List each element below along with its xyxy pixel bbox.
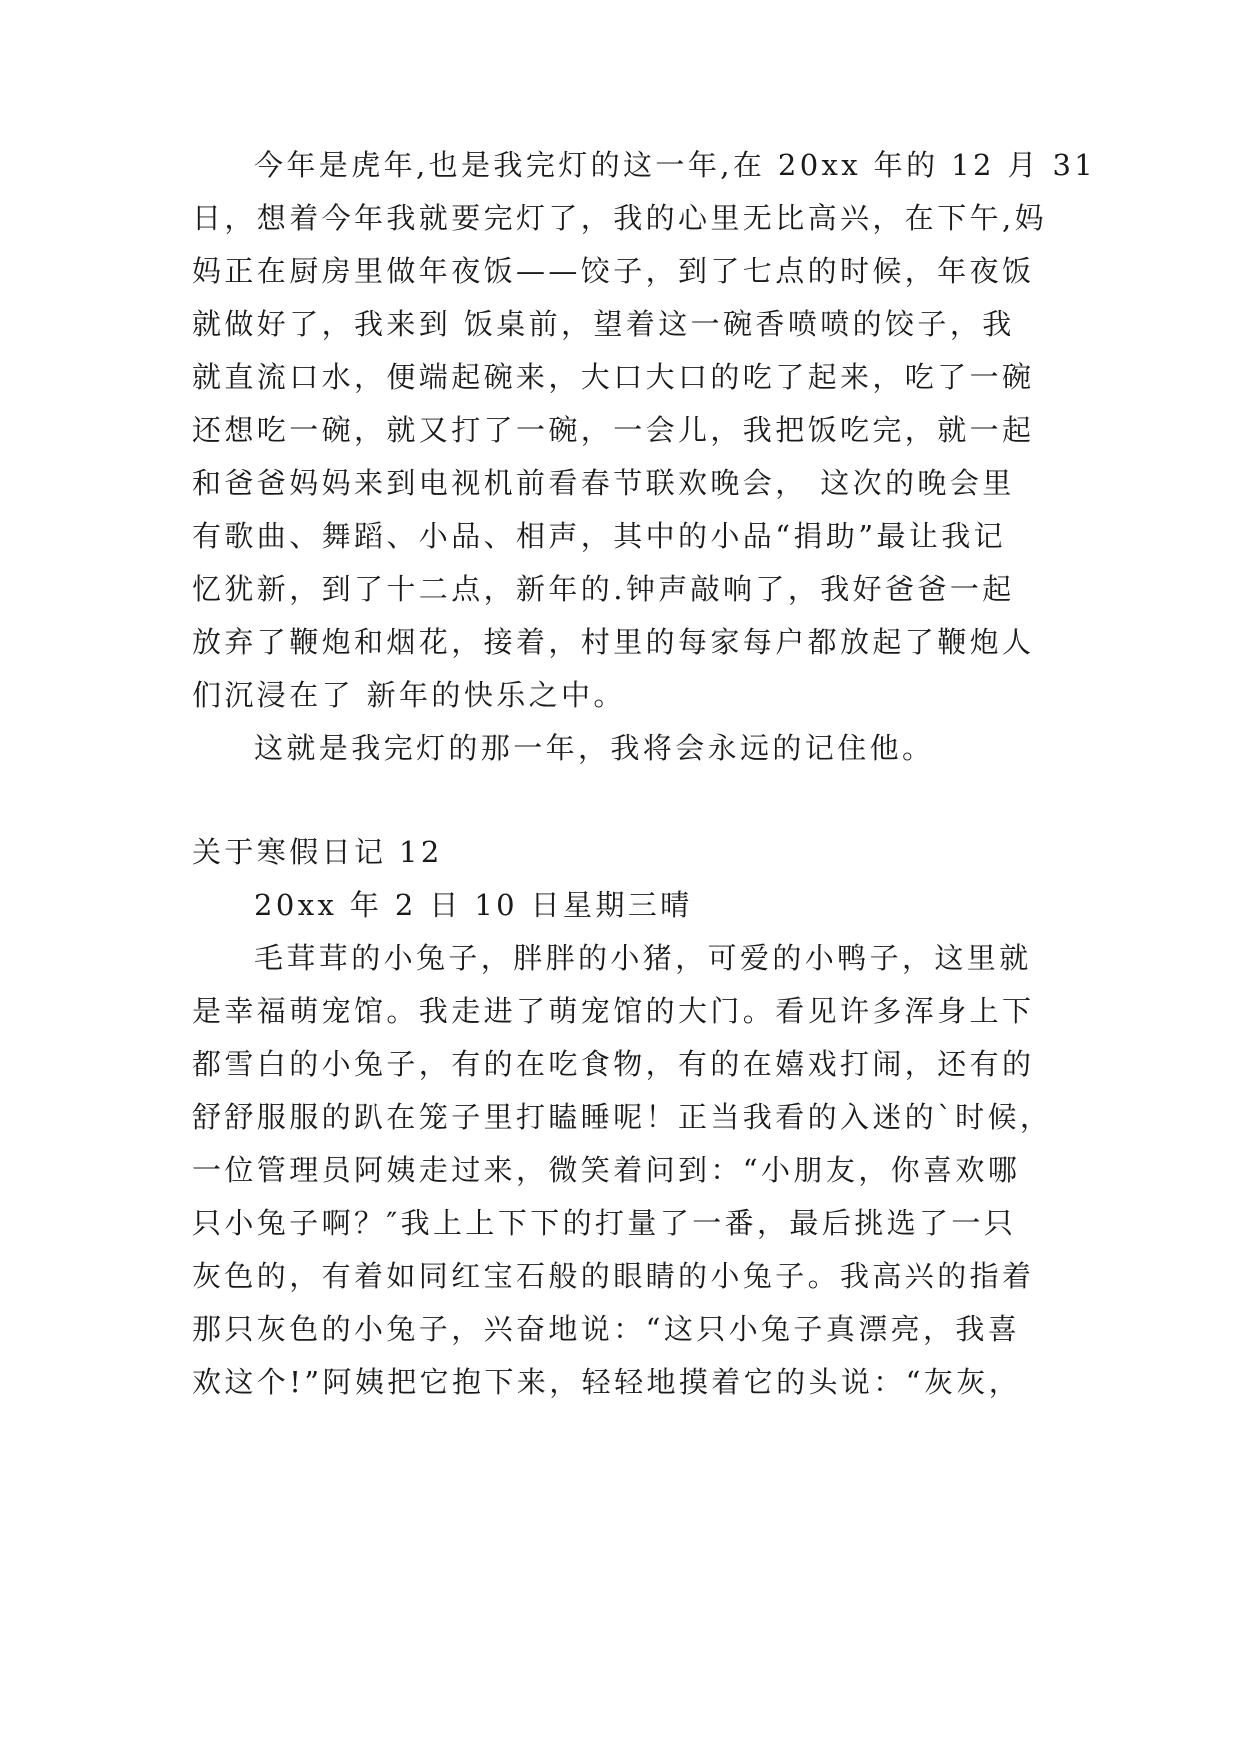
date-line: 20xx 年 2 日 10 日星期三晴 — [254, 888, 693, 922]
paragraph-line: 只小兔子啊？″我上上下下的打量了一番，最后挑选了一只 — [192, 1206, 1017, 1240]
paragraph-line: 妈正在厨房里做年夜饭——饺子，到了七点的时候，年夜饭 — [192, 254, 1035, 288]
paragraph-line: 是幸福萌宠馆。我走进了萌宠馆的大门。看见许多浑身上下 — [192, 994, 1035, 1028]
paragraph-line: 灰色的，有着如同红宝石般的眼睛的小兔子。我高兴的指着 — [192, 1259, 1035, 1293]
section-title: 关于寒假日记 12 — [192, 835, 443, 869]
paragraph-line: 还想吃一碗，就又打了一碗，一会儿，我把饭吃完，就一起 — [192, 413, 1035, 447]
paragraph-line: 那只灰色的小兔子，兴奋地说：“这只小兔子真漂亮，我喜 — [192, 1312, 1021, 1346]
paragraph-line: 忆犹新，到了十二点，新年的.钟声敲响了，我好爸爸一起 — [192, 572, 1015, 606]
paragraph-line: 欢这个!”阿姨把它抱下来，轻轻地摸着它的头说：“灰灰， — [192, 1365, 1022, 1399]
closing-line: 这就是我完灯的那一年，我将会永远的记住他。 — [254, 731, 935, 765]
paragraph-line: 和爸爸妈妈来到电视机前看春节联欢晚会， 这次的晚会里 — [192, 466, 1015, 500]
paragraph-line: 就做好了，我来到 饭桌前，望着这一碗香喷喷的饺子，我 — [192, 307, 1015, 341]
paragraph-line: 毛茸茸的小兔子，胖胖的小猪，可爱的小鸭子，这里就 — [254, 941, 1032, 975]
paragraph-line: 舒舒服服的趴在笼子里打瞌睡呢！正当我看的入迷的`时候， — [192, 1100, 1053, 1134]
paragraph-line: 放弃了鞭炮和烟花，接着，村里的每家每户都放起了鞭炮人 — [192, 625, 1035, 659]
paragraph-line: 有歌曲、舞蹈、小品、相声，其中的小品“捐助”最让我记 — [192, 519, 1007, 553]
paragraph-line: 一位管理员阿姨走过来，微笑着问到：“小朋友，你喜欢哪 — [192, 1153, 1021, 1187]
paragraph-line: 日，想着今年我就要完灯了，我的心里无比高兴，在下午,妈 — [192, 201, 1048, 235]
paragraph-line: 今年是虎年,也是我完灯的这一年,在 20xx 年的 12 月 31 — [254, 148, 1097, 182]
paragraph-line: 就直流口水，便端起碗来，大口大口的吃了起来，吃了一碗 — [192, 360, 1035, 394]
paragraph-line: 都雪白的小兔子，有的在吃食物，有的在嬉戏打闹，还有的 — [192, 1047, 1035, 1081]
paragraph-line: 们沉浸在了 新年的快乐之中。 — [192, 678, 626, 712]
